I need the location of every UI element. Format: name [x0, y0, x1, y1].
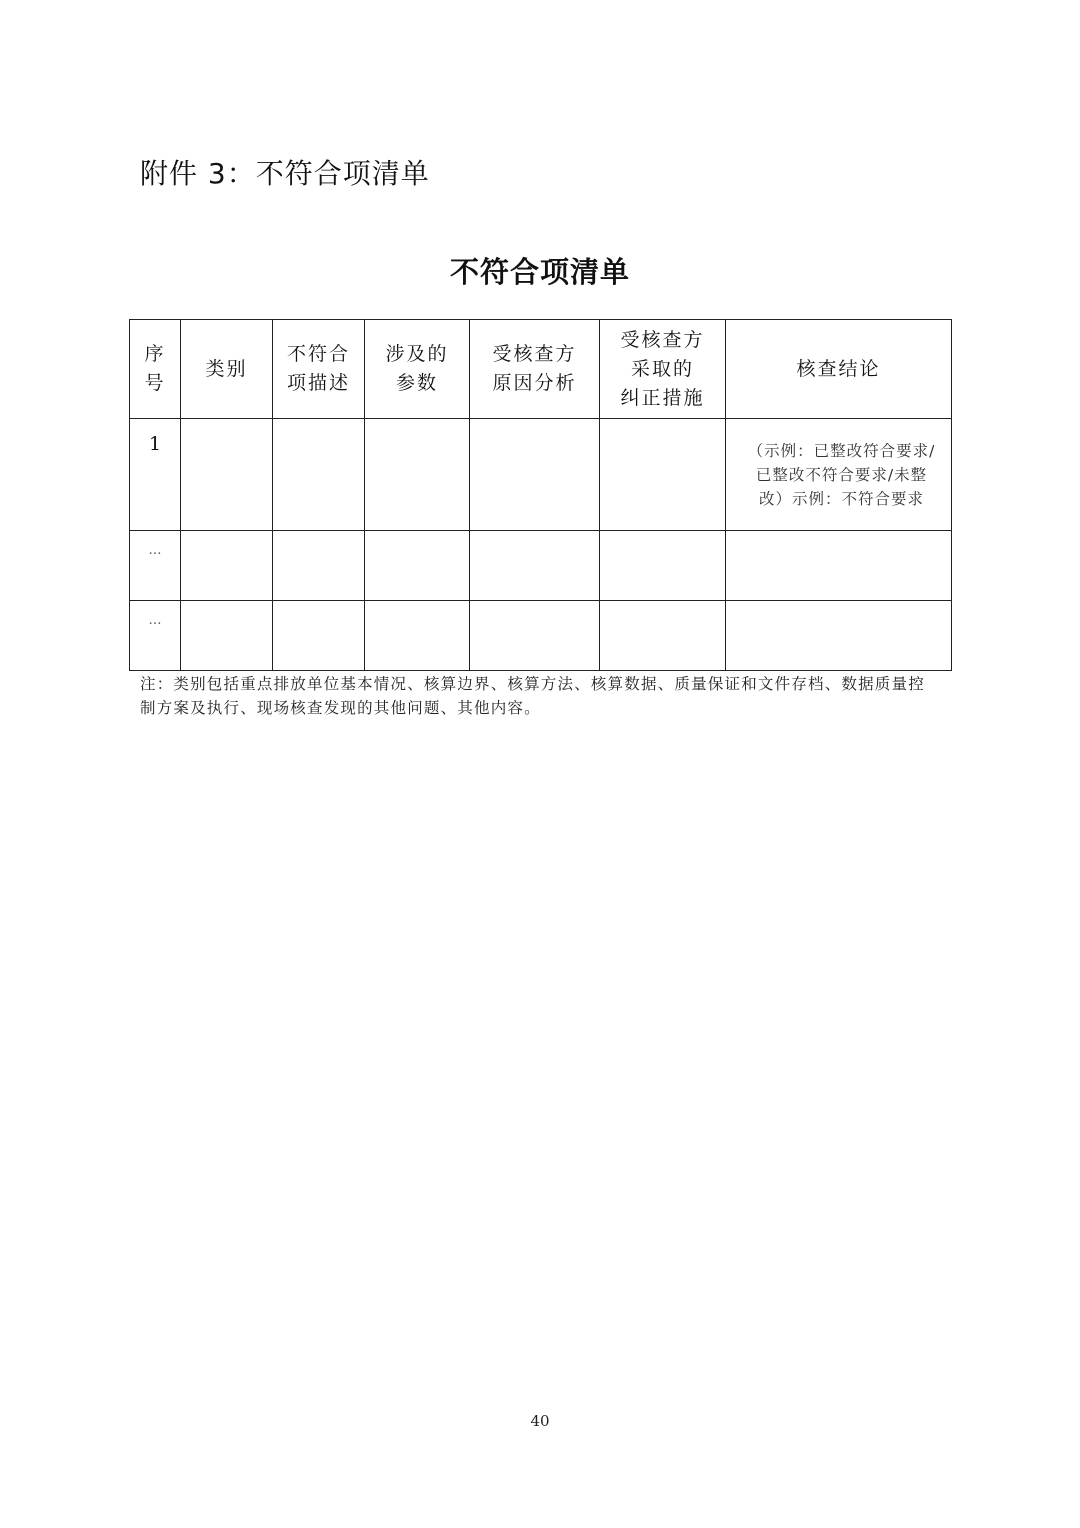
table-row: [130, 531, 952, 601]
conclusion-line: （示例：已整改符合要求/: [747, 442, 936, 460]
row-number: 1: [148, 433, 162, 455]
header-seq: [130, 320, 181, 419]
header-cause-line: 原因分析: [492, 372, 577, 394]
header-cause-line: 受核查方: [492, 343, 577, 365]
conclusion-line: 改）示例：不符合要求: [758, 490, 924, 508]
cell-cause: [470, 601, 600, 671]
header-description-line: 项描述: [286, 372, 350, 394]
conclusion-line: 已整改不符合要求/未整: [755, 466, 928, 484]
cell-conclusion: [726, 419, 952, 531]
cell-measures: [600, 531, 726, 601]
cell-parameters: [365, 419, 470, 531]
cell-category: [181, 531, 273, 601]
header-cause: [470, 320, 600, 419]
nonconformity-table: [129, 319, 952, 671]
table-row: [130, 601, 952, 671]
cell-cause: [470, 531, 600, 601]
cell-seq: [130, 531, 181, 601]
cell-measures: [600, 419, 726, 531]
cell-category: [181, 601, 273, 671]
header-description-line: 不符合: [286, 343, 350, 365]
table-header-row: [130, 320, 952, 419]
header-parameters: [365, 320, 470, 419]
cell-description: [273, 601, 365, 671]
row-number: …: [148, 613, 162, 628]
header-description: [273, 320, 365, 419]
document-title: 不符合项清单: [449, 255, 630, 289]
conclusion-example-text: [726, 419, 951, 511]
header-measures-line: 纠正措施: [620, 386, 705, 409]
cell-cause: [470, 419, 600, 531]
cell-seq: [130, 601, 181, 671]
header-measures-line: 受核查方: [620, 328, 705, 351]
cell-measures: [600, 601, 726, 671]
cell-seq: [130, 419, 181, 531]
cell-conclusion: [726, 531, 952, 601]
header-conclusion-line: 核查结论: [796, 357, 881, 380]
header-parameters-line: 涉及的: [385, 343, 449, 365]
cell-parameters: [365, 531, 470, 601]
cell-category: [181, 419, 273, 531]
header-category-line: 类别: [205, 357, 248, 380]
header-parameters-line: 参数: [395, 372, 438, 394]
cell-parameters: [365, 601, 470, 671]
cell-description: [273, 419, 365, 531]
cell-conclusion: [726, 601, 952, 671]
page-number: 40: [530, 1412, 550, 1430]
header-category: [181, 320, 273, 419]
header-measures-line: 采取的: [630, 357, 694, 380]
header-conclusion: [726, 320, 952, 419]
header-seq-line: 序: [144, 343, 166, 365]
header-seq-line: 号: [144, 372, 166, 394]
attachment-title: 附件 3：不符合项清单: [140, 157, 430, 190]
header-measures: [600, 320, 726, 419]
table-row: [130, 419, 952, 531]
table-note: 注：类别包括重点排放单位基本情况、核算边界、核算方法、核算数据、质量保证和文件存档、数据质量控制方案及执行、现场核查发现的其他问题、其他内容。: [140, 675, 925, 717]
row-number: …: [148, 543, 162, 558]
cell-description: [273, 531, 365, 601]
